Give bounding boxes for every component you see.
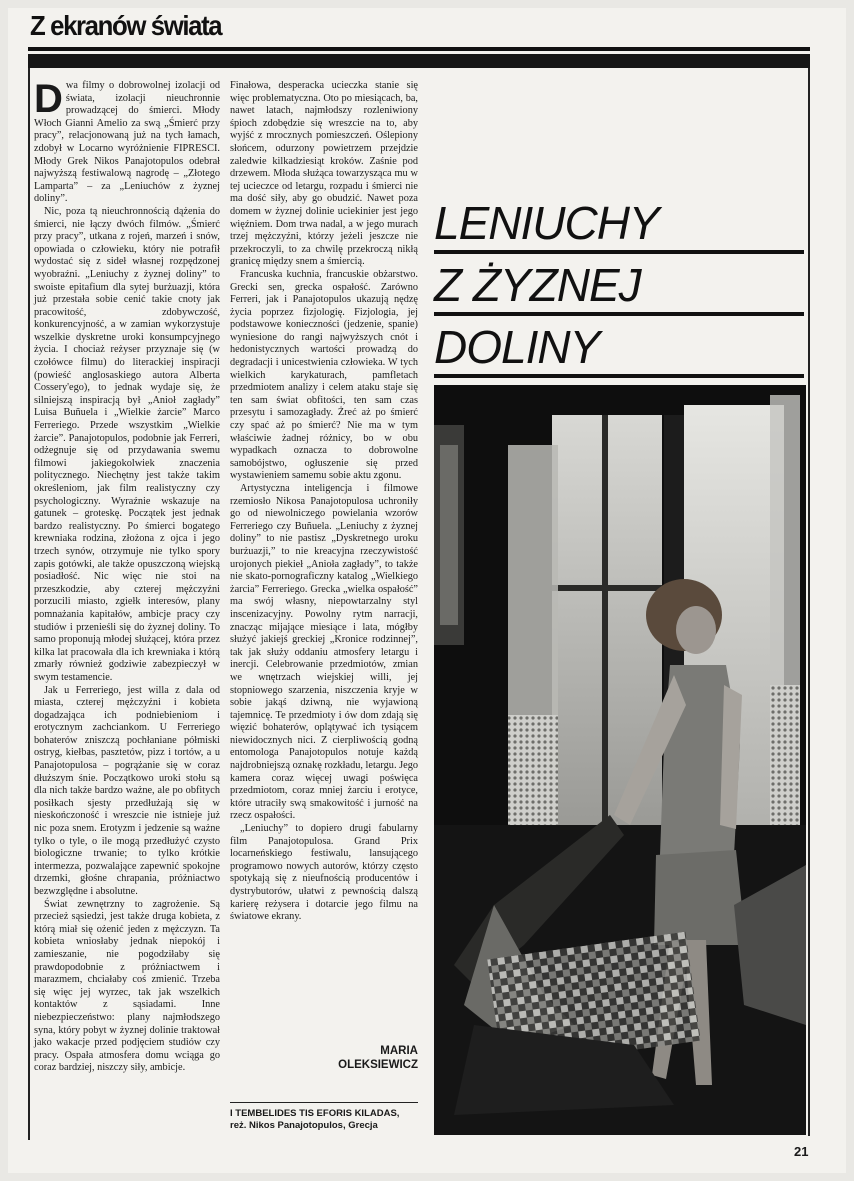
headline-rule [434, 312, 804, 316]
article-paragraph: Francuska kuchnia, francuskie obżarstwo. Grecki sen, grecka ospałość. Zarówno Ferreri, jak i Panajotopulos ukazują nędzę życia poprzez fizjologię. Fizjologia, jej podstawowe konieczności (jedzenie, spanie) wyniesione do rangi najwyższych cnót i hedonistycznych wartości prowadzą do degradacji i unicestwienia człowieka. W tych wielkich karykaturach, pamfletach przedmiotem analizy i celem ataku staje się ten sam świat obfitości, ten sam czas przesytu i samozagłady. Żreć aż po śmierć czy spać aż po śmierć? Nie ma w tym właściwie żadnej różnicy, bo w obu wypadkach oznacza to dobrowolne samobójstwo, ogłuszenie się przed wystawieniem samemu sobie aktu zgonu. [230, 268, 418, 482]
right-column-rule [808, 68, 810, 1136]
headline-rule [434, 374, 804, 378]
page-number: 21 [794, 1144, 809, 1159]
article-paragraph: „Leniuchy” to dopiero drugi fabularny film Panajotopulosa. Grand Prix locarneńskiego festiwalu, lansującego programowo nowych autorów, którzy często spotykają się z nieufnością producentów i dystrybutorów, ułatwi z pewnością dalszą karierę reżysera i dotarcie jego filmu na światowe ekrany. [230, 823, 418, 923]
article-paragraph: Finałowa, desperacka ucieczka stanie się więc problematyczna. Oto po miesiącach, ba, nawet latach, najmłodszy rozleniwiony śpioch zdobędzie się wreszcie na to, aby wyjść z mrocznych pomieszczeń. Oślepiony słońcem, odurzony powietrzem przejdzie zaledwie kilkadziesiąt kroków. Zaśnie pod drzewem. Młoda służąca towarzysząca mu w tej ucieczce od letargu, rozpadu i śmierci nie ma dość siły, aby go obudzić. Nawet poza domem w żyznej dolinie uciekinier jest jego więźniem. Dom trwa nadal, a w jego murach trzej mężczyźni, którzy jeżeli jeszcze nie przekroczyli, to za chwilę przekroczą nikłą granicę między snem a śmiercią. [230, 80, 418, 268]
left-column-rule [28, 68, 30, 1140]
article-paragraph: Jak u Ferreriego, jest willa z dala od miasta, czterej mężczyźni i kobieta dogadzająca ich podniebieniom i erotycznym zachciankom. U Ferreriego bohaterów zniszczą pochłaniane półmiski ostryg, kiełbas, pasztetów, pizz i tortów, a u Panajotopulosa – pogrążanie się w coraz dłuższym śnie. Początkowo uroki stołu są dla nich także bardzo ważne, ale po obfitych posiłkach sjesty przedłużają się w nieskończoność i wreszcie nie istnieje już nic poza snem. Erotyzm i jedzenie są ważne tylko o tyle, o ile mogą przedłużyć czysto biologiczne trwanie; to tylko krótkie intermezza, pozwalające zapewnić spokojne drzemki, głośne chrapania, próżniactwo bezwzględne i absolutne. [34, 684, 220, 897]
article-paragraph: Dwa filmy o dobrowolnej izolacji od świata, izolacji nieuchronnie prowadzącej do śmierci. Młody Włoch Gianni Amelio za swą „Śmierć przy pracy”, relacjonowaną już na tych łamach, zdobył w Locarno wyróżnienie FIPRESCI. Młody Grek Nikos Panajotopulos odebrał najwyższą festiwalową nagrodę – „Złotego Lamparta” – za „Leniuchów z żyznej doliny”. [34, 77, 220, 205]
dropcap: D [34, 77, 63, 121]
headline-line-2: Z ŻYZNEJ [434, 259, 641, 311]
film-still-photo [434, 385, 806, 1135]
top-rule [28, 47, 810, 51]
headline-rule [434, 250, 804, 254]
top-band [28, 54, 810, 68]
article-column-1 [34, 77, 220, 1075]
caption-rule [230, 1102, 418, 1103]
article-paragraph: Świat zewnętrzny to zagrożenie. Są przecież sąsiedzi, jest także druga kobieta, z którą miał się ożenić jeden z mężczyzn. Ta kobieta wniosłaby jednak niepokój i zamieszanie, nie pogodziłaby się prawdopodobnie z próżniactwem i marazmem, chciałaby coś zmienić. Trzeba się więc jej wyrzec, tak jak wszelkich kontaktów z sąsiadami. Inne niebezpieczeństwo: plany najmłodszego syna, który pobyt w żyznej dolinie traktował jako wakacje przed podjęciem studiów czy pracy. Ospała atmosfera domu wciąga go coraz bardziej, niszczy siły, ambicje. [34, 898, 220, 1074]
headline [434, 198, 804, 384]
article-paragraph: Artystyczna inteligencja i filmowe rzemiosło Nikosa Panajotopulosa uchroniły go od niewolniczego powielania wzorów Ferreriego czy Buñuela. „Leniuchy z żyznej doliny” to nie pastisz „Dyskretnego uroku burżuazji,” to nie kreacyjna rzeczywistość urojonych piekieł „Anioła zagłady”, to także nie skato-pornograficzny katalog „Wielkiego żarcia” Ferreriego. Grecka „wielka ospałość” ma swój własny, niepowtarzalny styl inscenizacyjny. Powolny rytm narracji, znacząc mijające miesiące i lata, mógłby służyć jakiejś greckiej „Kronice rodzinnej”, tak jak służy oddaniu atmosfery letargu i inercji. Celebrowanie przedmiotów, zmian we wnętrzach wiejskiej willi, jej stopniowego szarzenia, niszczenia kryje w sobie jakąś dziwną, nie wyjawioną tajemnicę. Te przedmioty i ów dom zdają się więzić bohaterów, oplątywać ich tysiącem niewidocznych nici. Z cierpliwością godną entomologa Panajotopulos notuje każdą najdrobniejszą oznakę rozkładu, letargu. Jego kamera coraz więcej uwagi poświęca przedmiotom, coraz mniej żarciu i erotyce, które utraciły swą smakowitość i jurność na rzecz ospałości. [230, 483, 418, 822]
article-paragraph: Nic, poza tą nieuchronnością dążenia do śmierci, nie łączy dwóch filmów. „Śmierć przy pracy”, utkana z rojeń, marzeń i snów, opowiada o człowieku, który nie potrafił wydostać się z sideł własnej rozpędzonej wyobraźni. „Leniuchy z żyznej doliny” to swoiste epitafium dla sytej burżuazji, która już przestała sobie cenić takie cnoty jak pracowitość, zdobywczość, konkurencyjność, a w zamian wykorzystuje wszelkie dyskretne uroki konsumpcyjnego życia. I chociaż reżyser przyznaje się (w czołówce filmu) do literackiej inspiracji (powieść anglosaskiego autora Alberta Cossery'ego), to jednak wydaje się, że silniejszą inspiracją był „Anioł zagłady” Luisa Buñuela i „Wielkie żarcie” Marco Ferreriego. Przede wszystkim „Wielkie żarcie”. Panajotopulos, podobnie jak Ferreri, odżegnuje się od przydawania swemu filmowi jakiegokolwiek znaczenia politycznego. Niechętny jest także takim określeniom, jak film realistyczny czy psychologiczny. Wyraźnie wskazuje na gatunek – groteskę. Początek jest jednak bardzo realistyczny. Po śmierci bogatego krewniaka rodzina, złożona z ojca i jego trzech synów, otrzymuje nie tylko spory zapis gotówki, ale także opuszczoną wiejską posiadłość. Nic więc nie stoi na przeszkodzie, aby czterej mężczyźni porzucili miasto, zgiełk interesów, plany pomnażania kapitałów, ambicje pracy czy studiów i przenieśli się do żyznej doliny. To samo proponują młodej służącej, która przez kilka lat pracowała dla ich krewniaka i którą zmarły również godziwie zabezpieczył w swym testamencie. [34, 205, 220, 683]
author-signature: MARIA OLEKSIEWICZ [338, 1045, 418, 1071]
section-title: Z ekranów świata [30, 10, 222, 41]
photo-caption: I TEMBELIDES TIS EFORIS KILADAS, reż. Nikos Panajotopulos, Grecja [230, 1108, 400, 1131]
headline-line-3: DOLINY [434, 321, 600, 373]
headline-line-1: LENIUCHY [434, 197, 659, 249]
article-column-2 [230, 80, 418, 924]
